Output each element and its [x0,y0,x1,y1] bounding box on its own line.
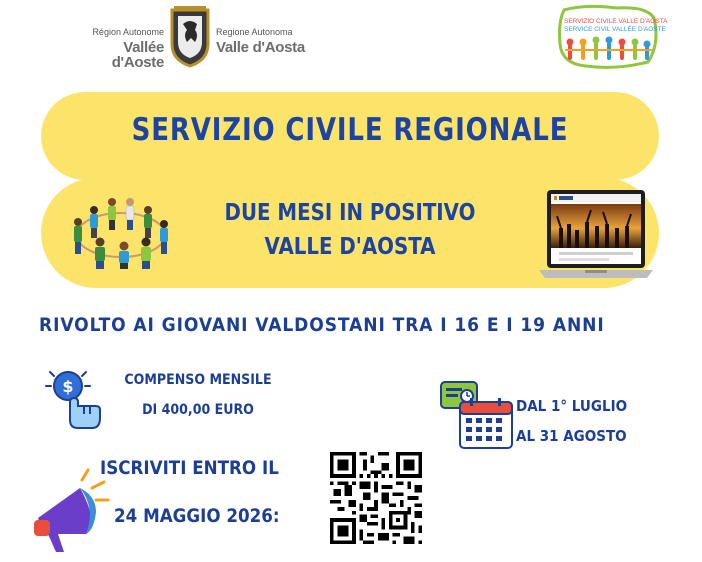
dollar-coin-hand-icon [42,368,104,430]
calendar-icon [440,380,514,450]
region-fr-small: Région Autonome [92,27,164,37]
enroll-line1: ISCRIVITI ENTRO IL [100,457,279,479]
period-line1: DAL 1° LUGLIO [516,397,628,415]
subtitle-line2: VALLE D'AOSTA [264,234,436,260]
page-title: SERVIZIO CIVILE REGIONALE [131,112,569,148]
period-line2: AL 31 AGOSTO [516,427,627,445]
enroll-line2: 24 MAGGIO 2026: [114,505,280,527]
region-it-small: Regione Autonoma [216,27,293,37]
region-it-big: Valle d'Aosta [216,39,305,56]
service-logo-line1: SERVIZIO CIVILE VALLE D'AOSTA [564,18,668,25]
region-logo [62,6,312,71]
svg-text:$: $ [62,377,74,396]
compensation-line1: COMPENSO MENSILE [124,372,272,388]
service-civil-logo-icon [556,4,668,70]
target-audience: RIVOLTO AI GIOVANI VALDOSTANI TRA I 16 E I 19 ANNI [39,314,605,336]
coat-of-arms-icon [169,6,211,68]
compensation-line2: DI 400,00 EURO [142,402,254,418]
qr-code-icon[interactable] [330,452,422,544]
laptop-icon [537,188,655,280]
subtitle-line1: DUE MESI IN POSITIVO [224,200,476,226]
region-fr-big: Vallée d'Aoste [111,39,164,71]
people-circle-icon [66,190,176,270]
service-logo-line2: SERVICE CIVIL VALLÉE D'AOSTE [564,26,666,33]
service-civil-logo [556,4,668,70]
